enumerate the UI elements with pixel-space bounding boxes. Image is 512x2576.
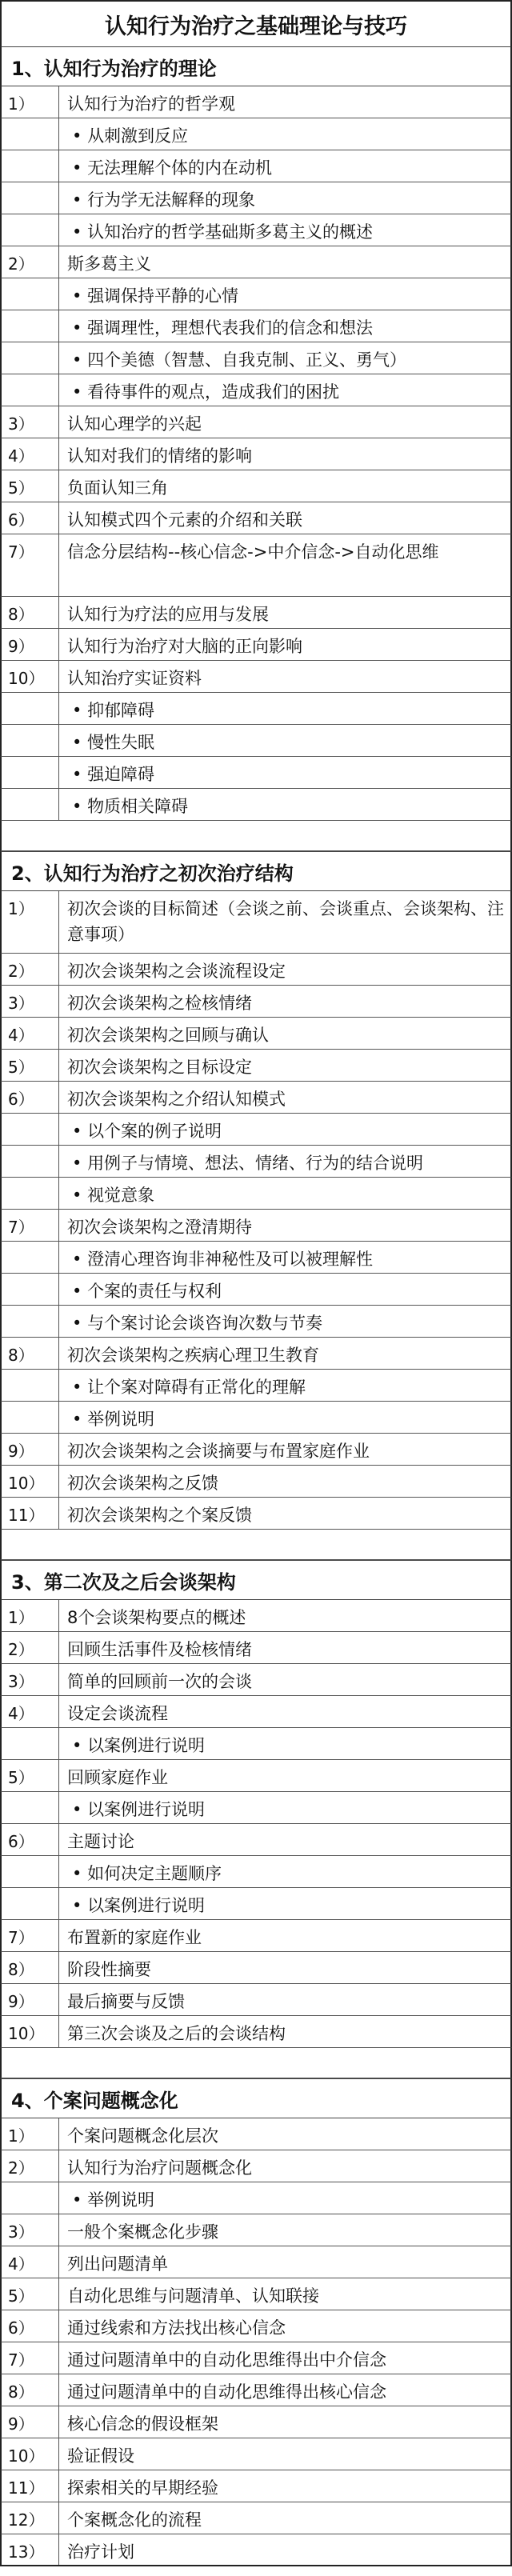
item-number: 6） xyxy=(2,1082,59,1113)
item-text: 认知治疗实证资料 xyxy=(67,669,202,688)
subitem-text: • 用例子与情境、想法、情绪、行为的结合说明 xyxy=(59,1146,510,1177)
subitem-text: • 以案例进行说明 xyxy=(59,1792,510,1823)
item-number: 5） xyxy=(2,470,59,502)
item-number: 10） xyxy=(2,2016,59,2047)
subitem-number-cell xyxy=(2,693,59,724)
item-text: 初次会谈架构之检核情绪 xyxy=(67,994,252,1013)
subitem-text: • 物质相关障碍 xyxy=(59,789,510,820)
subitem-number-cell xyxy=(2,2182,59,2214)
section-spacer xyxy=(0,821,512,851)
subitem-number-cell xyxy=(2,1178,59,1209)
subitem-text: • 举例说明 xyxy=(59,1402,510,1433)
item-text: 初次会谈架构之会谈流程设定 xyxy=(67,962,286,981)
item-number: 8） xyxy=(2,1338,59,1369)
outline-item xyxy=(0,597,512,629)
subitem-number-cell xyxy=(2,725,59,756)
item-text: 阶段性摘要 xyxy=(67,1960,151,1979)
item-number: 9） xyxy=(2,629,59,660)
item-number: 8） xyxy=(2,2374,59,2406)
item-text: 初次会谈架构之澄清期待 xyxy=(67,1218,252,1237)
subitem-number-cell xyxy=(2,1242,59,1273)
item-text: 初次会谈架构之回顾与确认 xyxy=(67,1026,269,1045)
outline-subitem xyxy=(0,1242,512,1274)
outline-item xyxy=(0,986,512,1018)
section-heading: 1、认知行为治疗的理论 xyxy=(0,46,512,86)
item-text: 认知行为治疗问题概念化 xyxy=(67,2158,252,2178)
subitem-number-cell xyxy=(2,182,59,214)
outline-item xyxy=(0,1338,512,1370)
outline-item xyxy=(0,1920,512,1952)
item-number: 11） xyxy=(2,2470,59,2502)
item-number: 5） xyxy=(2,1050,59,1081)
outline-subitem xyxy=(0,342,512,374)
item-number: 6） xyxy=(2,502,59,534)
outline-item xyxy=(0,629,512,661)
item-number: 8） xyxy=(2,597,59,628)
item-number: 3） xyxy=(2,986,59,1017)
outline-item xyxy=(0,2310,512,2342)
outline-subitem xyxy=(0,1792,512,1824)
subitem-number-cell xyxy=(2,214,59,246)
outline-item xyxy=(0,2470,512,2502)
item-number: 9） xyxy=(2,1434,59,1465)
item-number: 4） xyxy=(2,2246,59,2278)
item-text: 认知行为治疗对大脑的正向影响 xyxy=(67,637,302,656)
outline-item xyxy=(0,502,512,534)
item-number: 3） xyxy=(2,2214,59,2246)
item-text: 简单的回顾前一次的会谈 xyxy=(67,1672,252,1691)
subitem-number-cell xyxy=(2,1114,59,1145)
outline-subitem xyxy=(0,150,512,182)
subitem-number-cell xyxy=(2,278,59,310)
item-text: 最后摘要与反馈 xyxy=(67,1992,185,2011)
item-text: 认知行为治疗的哲学观 xyxy=(67,94,235,114)
item-number: 1） xyxy=(2,86,59,118)
subitem-number-cell xyxy=(2,1728,59,1759)
subitem-text: • 澄清心理咨询非神秘性及可以被理解性 xyxy=(59,1242,510,1273)
outline-item xyxy=(0,2438,512,2470)
outline-subitem xyxy=(0,1114,512,1146)
outline-item xyxy=(0,1952,512,1984)
item-number: 7） xyxy=(2,534,59,596)
outline-item xyxy=(0,1664,512,1696)
item-text: 通过问题清单中的自动化思维得出中介信念 xyxy=(67,2350,386,2370)
subitem-number-cell xyxy=(2,1146,59,1177)
outline-item xyxy=(0,1498,512,1530)
item-text: 设定会谈流程 xyxy=(67,1704,168,1723)
item-number: 13） xyxy=(2,2534,59,2565)
item-text: 斯多葛主义 xyxy=(67,254,151,274)
outline-subitem xyxy=(0,725,512,757)
subitem-number-cell xyxy=(2,1792,59,1823)
outline-item xyxy=(0,2406,512,2438)
subitem-number-cell xyxy=(2,310,59,342)
outline-item xyxy=(0,86,512,118)
outline-subitem xyxy=(0,2182,512,2214)
subitem-number-cell xyxy=(2,1274,59,1305)
outline-item xyxy=(0,1210,512,1242)
item-text: 主题讨论 xyxy=(67,1832,134,1851)
item-text: 回顾生活事件及检核情绪 xyxy=(67,1640,252,1659)
page-title: 认知行为治疗之基础理论与技巧 xyxy=(0,0,512,46)
item-text: 8个会谈架构要点的概述 xyxy=(67,1608,246,1627)
subitem-number-cell xyxy=(2,150,59,182)
outline-item xyxy=(0,1632,512,1664)
section-heading: 4、个案问题概念化 xyxy=(0,2078,512,2118)
section-heading: 3、第二次及之后会谈架构 xyxy=(0,1560,512,1600)
outline-subitem xyxy=(0,1402,512,1434)
outline-subitem xyxy=(0,757,512,789)
outline-item xyxy=(0,2374,512,2406)
outline-item xyxy=(0,1600,512,1632)
item-text: 初次会谈架构之介绍认知模式 xyxy=(67,1090,286,1109)
subitem-text: • 抑郁障碍 xyxy=(59,693,510,724)
item-number: 12） xyxy=(2,2502,59,2534)
subitem-text: • 与个案讨论会谈咨询次数与节奏 xyxy=(59,1306,510,1337)
outline-item xyxy=(0,1434,512,1466)
subitem-number-cell xyxy=(2,757,59,788)
subitem-text: • 从刺激到反应 xyxy=(59,118,510,150)
outline-subitem xyxy=(0,118,512,150)
item-number: 4） xyxy=(2,1696,59,1727)
subitem-text: • 视觉意象 xyxy=(59,1178,510,1209)
subitem-text: • 以个案的例子说明 xyxy=(59,1114,510,1145)
item-number: 10） xyxy=(2,661,59,692)
subitem-number-cell xyxy=(2,118,59,150)
subitem-number-cell xyxy=(2,374,59,406)
outline-subitem xyxy=(0,1178,512,1210)
outline-item xyxy=(0,406,512,438)
outline-item xyxy=(0,2016,512,2048)
item-number: 5） xyxy=(2,1760,59,1791)
outline-item xyxy=(0,470,512,502)
subitem-text: • 强调理性，理想代表我们的信念和想法 xyxy=(59,310,510,342)
item-text: 布置新的家庭作业 xyxy=(67,1928,202,1947)
item-number: 11） xyxy=(2,1498,59,1529)
outline-item xyxy=(0,2214,512,2246)
subitem-text: • 认知治疗的哲学基础斯多葛主义的概述 xyxy=(59,214,510,246)
item-text: 认知模式四个元素的介绍和关联 xyxy=(67,510,302,530)
item-text: 个案概念化的流程 xyxy=(67,2510,202,2530)
subitem-text: • 无法理解个体的内在动机 xyxy=(59,150,510,182)
subitem-text: • 慢性失眠 xyxy=(59,725,510,756)
item-number: 4） xyxy=(2,1018,59,1049)
item-text: 初次会谈架构之会谈摘要与布置家庭作业 xyxy=(67,1442,370,1461)
item-number: 2） xyxy=(2,246,59,278)
outline-item xyxy=(0,954,512,986)
subitem-text: • 个案的责任与权利 xyxy=(59,1274,510,1305)
item-number: 7） xyxy=(2,1920,59,1951)
item-text: 初次会谈架构之疾病心理卫生教育 xyxy=(67,1346,319,1365)
outline-subitem xyxy=(0,1274,512,1306)
item-text: 负面认知三角 xyxy=(67,478,168,498)
item-number: 1） xyxy=(2,2118,59,2150)
subitem-number-cell xyxy=(2,1306,59,1337)
subitem-number-cell xyxy=(2,1856,59,1887)
outline-subitem xyxy=(0,789,512,821)
outline-subitem xyxy=(0,1888,512,1920)
item-text: 通过问题清单中的自动化思维得出核心信念 xyxy=(67,2382,386,2402)
item-number: 9） xyxy=(2,1984,59,2015)
item-text: 第三次会谈及之后的会谈结构 xyxy=(67,2024,286,2043)
subitem-number-cell xyxy=(2,1888,59,1919)
outline-item xyxy=(0,1050,512,1082)
subitem-text: • 行为学无法解释的现象 xyxy=(59,182,510,214)
subitem-number-cell xyxy=(2,789,59,820)
item-text: 验证假设 xyxy=(67,2446,134,2466)
subitem-text: • 如何决定主题顺序 xyxy=(59,1856,510,1887)
item-number: 4） xyxy=(2,438,59,470)
item-number: 1） xyxy=(2,1600,59,1631)
outline-item xyxy=(0,2342,512,2374)
outline-item xyxy=(0,2246,512,2278)
outline-item xyxy=(0,246,512,278)
item-text: 治疗计划 xyxy=(67,2542,134,2562)
outline-item xyxy=(0,891,512,954)
item-number: 9） xyxy=(2,2406,59,2438)
subitem-number-cell xyxy=(2,342,59,374)
subitem-text: • 强迫障碍 xyxy=(59,757,510,788)
outline-subitem xyxy=(0,182,512,214)
section-spacer xyxy=(0,2048,512,2078)
subitem-text: • 举例说明 xyxy=(59,2182,510,2214)
outline-item xyxy=(0,1984,512,2016)
outline-item xyxy=(0,1696,512,1728)
item-text: 信念分层结构--核心信念->中介信念->自动化思维 xyxy=(67,542,439,562)
subitem-text: • 以案例进行说明 xyxy=(59,1888,510,1919)
item-number: 10） xyxy=(2,1466,59,1497)
item-text: 认知心理学的兴起 xyxy=(67,414,202,434)
outline-item xyxy=(0,534,512,597)
outline-item xyxy=(0,2278,512,2310)
subitem-text: • 四个美德（智慧、自我克制、正义、勇气） xyxy=(59,342,510,374)
outline-item xyxy=(0,2534,512,2566)
outline-item xyxy=(0,661,512,693)
subitem-text: • 以案例进行说明 xyxy=(59,1728,510,1759)
item-text: 初次会谈架构之反馈 xyxy=(67,1474,218,1493)
outline-subitem xyxy=(0,374,512,406)
outline-item xyxy=(0,1824,512,1856)
outline-item xyxy=(0,1082,512,1114)
item-text: 初次会谈架构之个案反馈 xyxy=(67,1506,252,1525)
item-number: 1） xyxy=(2,891,59,953)
outline-subitem xyxy=(0,1728,512,1760)
subitem-number-cell xyxy=(2,1370,59,1401)
outline-item xyxy=(0,1018,512,1050)
outline-subitem xyxy=(0,278,512,310)
item-text: 初次会谈的目标简述（会谈之前、会谈重点、会谈架构、注意事项） xyxy=(67,899,504,944)
outline-item xyxy=(0,1466,512,1498)
outline-subitem xyxy=(0,310,512,342)
item-number: 2） xyxy=(2,954,59,985)
item-text: 通过线索和方法找出核心信念 xyxy=(67,2318,286,2338)
item-number: 10） xyxy=(2,2438,59,2470)
item-number: 2） xyxy=(2,2150,59,2182)
item-number: 6） xyxy=(2,1824,59,1855)
item-text: 认知对我们的情绪的影响 xyxy=(67,446,252,466)
outline-subitem xyxy=(0,1370,512,1402)
item-text: 个案问题概念化层次 xyxy=(67,2126,218,2146)
item-number: 2） xyxy=(2,1632,59,1663)
outline-item xyxy=(0,2118,512,2150)
subitem-text: • 强调保持平静的心情 xyxy=(59,278,510,310)
item-text: 认知行为疗法的应用与发展 xyxy=(67,605,269,624)
item-number: 8） xyxy=(2,1952,59,1983)
outline-item xyxy=(0,1760,512,1792)
item-text: 自动化思维与问题清单、认知联接 xyxy=(67,2286,319,2306)
outline-subitem xyxy=(0,214,512,246)
item-number: 3） xyxy=(2,406,59,438)
item-number: 6） xyxy=(2,2310,59,2342)
item-text: 列出问题清单 xyxy=(67,2254,168,2274)
item-text: 初次会谈架构之目标设定 xyxy=(67,1058,252,1077)
subitem-text: • 看待事件的观点，造成我们的困扰 xyxy=(59,374,510,406)
item-text: 回顾家庭作业 xyxy=(67,1768,168,1787)
item-text: 探索相关的早期经验 xyxy=(67,2478,218,2498)
outline-subitem xyxy=(0,1306,512,1338)
outline-item xyxy=(0,2502,512,2534)
item-number: 7） xyxy=(2,2342,59,2374)
item-text: 核心信念的假设框架 xyxy=(67,2414,218,2434)
section-heading: 2、认知行为治疗之初次治疗结构 xyxy=(0,851,512,891)
outline-subitem xyxy=(0,693,512,725)
subitem-text: • 让个案对障碍有正常化的理解 xyxy=(59,1370,510,1401)
outline-subitem xyxy=(0,1856,512,1888)
outline-item xyxy=(0,2150,512,2182)
item-text: 一般个案概念化步骤 xyxy=(67,2222,218,2242)
subitem-number-cell xyxy=(2,1402,59,1433)
section-spacer xyxy=(0,1530,512,1560)
outline-item xyxy=(0,438,512,470)
outline-subitem xyxy=(0,1146,512,1178)
item-number: 5） xyxy=(2,2278,59,2310)
item-number: 7） xyxy=(2,1210,59,1241)
item-number: 3） xyxy=(2,1664,59,1695)
